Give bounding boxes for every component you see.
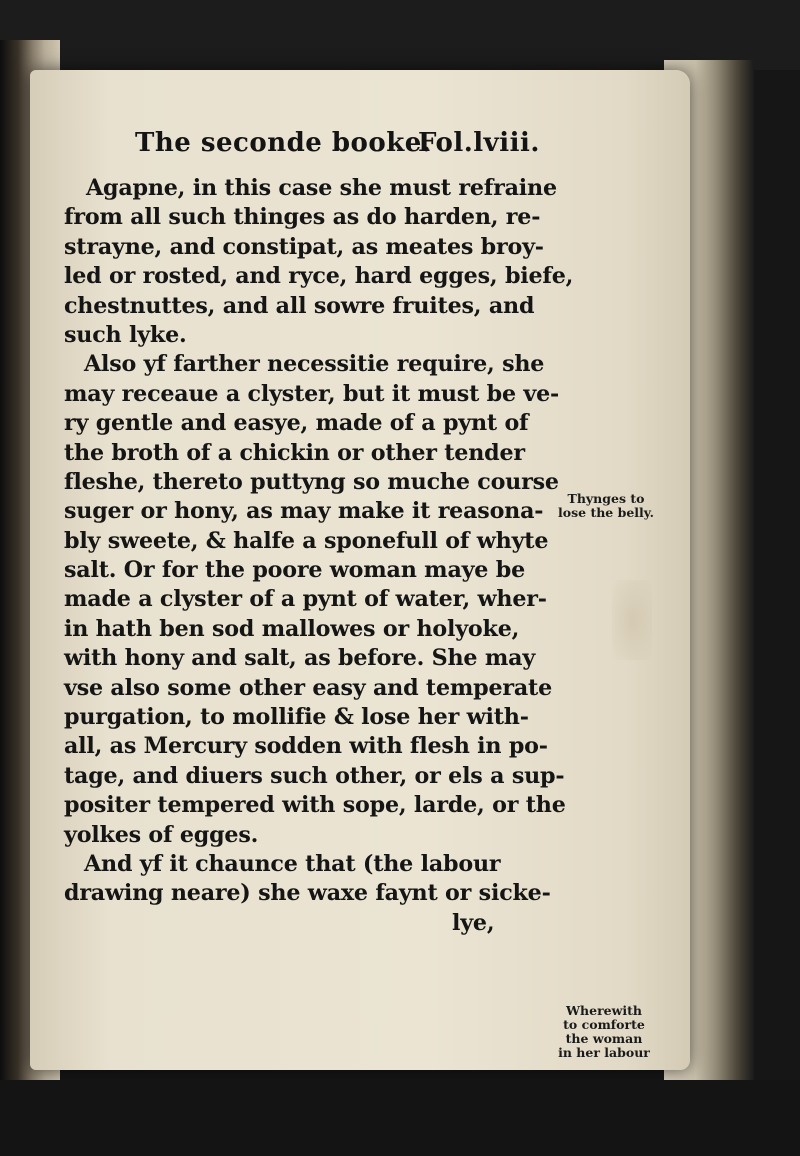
- text-line: with hony and salt, as before. She may: [64, 645, 536, 672]
- text-line: may receaue a clyster, but it must be ve-: [64, 380, 560, 407]
- text-line: And yf it chaunce that (the labour: [84, 850, 501, 877]
- text-line: drawing neare) she waxe faynt or sicke-: [64, 880, 551, 907]
- text-line: bly sweete, & halfe a sponefull of whyte: [64, 527, 549, 554]
- text-line: purgation, to mollifie & lose her with-: [64, 704, 529, 731]
- margin-note-line: Wherewith: [566, 1003, 642, 1018]
- page-header: [0, 128, 800, 168]
- text-line: suger or hony, as may make it reasona-: [64, 498, 544, 525]
- text-line: in hath ben sod mallowes or holyoke,: [64, 615, 520, 642]
- text-line: vse also some other easy and temperate: [64, 674, 553, 701]
- text-line: all, as Mercury sodden with flesh in po-: [64, 733, 548, 760]
- text-line: such lyke.: [64, 321, 187, 348]
- text-line: fleshe, thereto puttyng so muche course: [64, 468, 559, 495]
- text-line: the broth of a chickin or other tender: [64, 439, 525, 466]
- text-line: made a clyster of a pynt of water, wher-: [64, 586, 547, 613]
- margin-note-line: the woman: [565, 1031, 643, 1046]
- text-line: chestnuttes, and all sowre fruites, and: [64, 292, 535, 319]
- text-line: positer tempered with sope, larde, or the: [64, 792, 566, 819]
- margin-note-line: Thynges to: [567, 491, 645, 506]
- page-stain: [612, 580, 652, 660]
- text-line: Agapne, in this case she must refraine: [86, 175, 557, 201]
- margin-note: [554, 492, 658, 520]
- text-line: ry gentle and easye, made of a pynt of: [64, 410, 529, 437]
- text-line: Also yf farther necessitie require, she: [84, 351, 545, 378]
- text-line: strayne, and constipat, as meates broy-: [64, 233, 544, 260]
- margin-note-line: to comforte: [563, 1017, 645, 1032]
- body-text: [64, 174, 574, 938]
- text-line: tage, and diuers such other, or els a sup-: [64, 762, 565, 789]
- margin-note-line: lose the belly.: [558, 505, 654, 520]
- text-line: yolkes of egges.: [64, 821, 259, 848]
- folio-number: Fol.lviii.: [418, 128, 540, 158]
- background-bottom: [0, 1080, 800, 1156]
- margin-note-line: in her labour: [558, 1045, 650, 1060]
- text-line: lye,: [452, 909, 495, 936]
- margin-note: [552, 1004, 656, 1060]
- running-head: The seconde booke.: [135, 128, 432, 158]
- text-line: salt. Or for the poore woman maye be: [64, 557, 525, 584]
- text-line: led or rosted, and ryce, hard egges, biefe,: [64, 263, 574, 290]
- text-line: from all such thinges as do harden, re-: [64, 204, 541, 231]
